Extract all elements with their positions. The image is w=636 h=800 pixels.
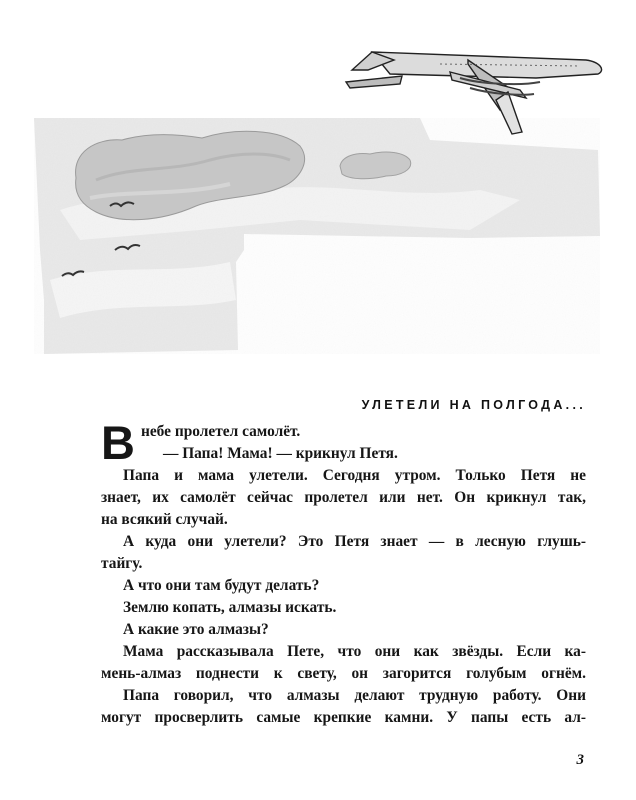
paragraph: А какие это алмазы? [123, 621, 269, 638]
paragraph-line: Папа говорил, что алмазы делают трудную работу. Они [123, 687, 586, 704]
paragraph-line: могут просверлить самые крепкие камни. У папы есть ал- [101, 709, 586, 726]
body-text [101, 416, 586, 729]
paragraph: — Папа! Мама! — крикнул Петя. [162, 445, 398, 462]
paragraph-line: тайгу. [101, 555, 143, 572]
chapter-title: УЛЕТЕЛИ НА ПОЛГОДА... [361, 398, 586, 412]
paragraph-line: знает, их самолёт сейчас пролетел или нет. Он крикнул так, [101, 489, 586, 506]
paragraph-line: Папа и мама улетели. Сегодня утром. Только Петя не [123, 467, 586, 484]
paragraph-line: Мама рассказывала Пете, что они как звёзды. Если ка- [123, 643, 586, 660]
illustration [0, 0, 636, 370]
paragraph-line: А куда они улетели? Это Петя знает — в лесную глушь- [123, 533, 586, 550]
paragraph: А что они там будут делать? [123, 577, 320, 594]
paragraph: Внебе пролетел самолёт. [101, 416, 301, 469]
paragraph-line: мень-алмаз поднести к свету, он загорится голубым огнём. [101, 665, 586, 682]
page-number: 3 [576, 752, 584, 768]
drop-cap: В [101, 416, 135, 469]
paragraph: Землю копать, алмазы искать. [123, 599, 337, 616]
paragraph-line: на всякий случай. [101, 511, 228, 528]
